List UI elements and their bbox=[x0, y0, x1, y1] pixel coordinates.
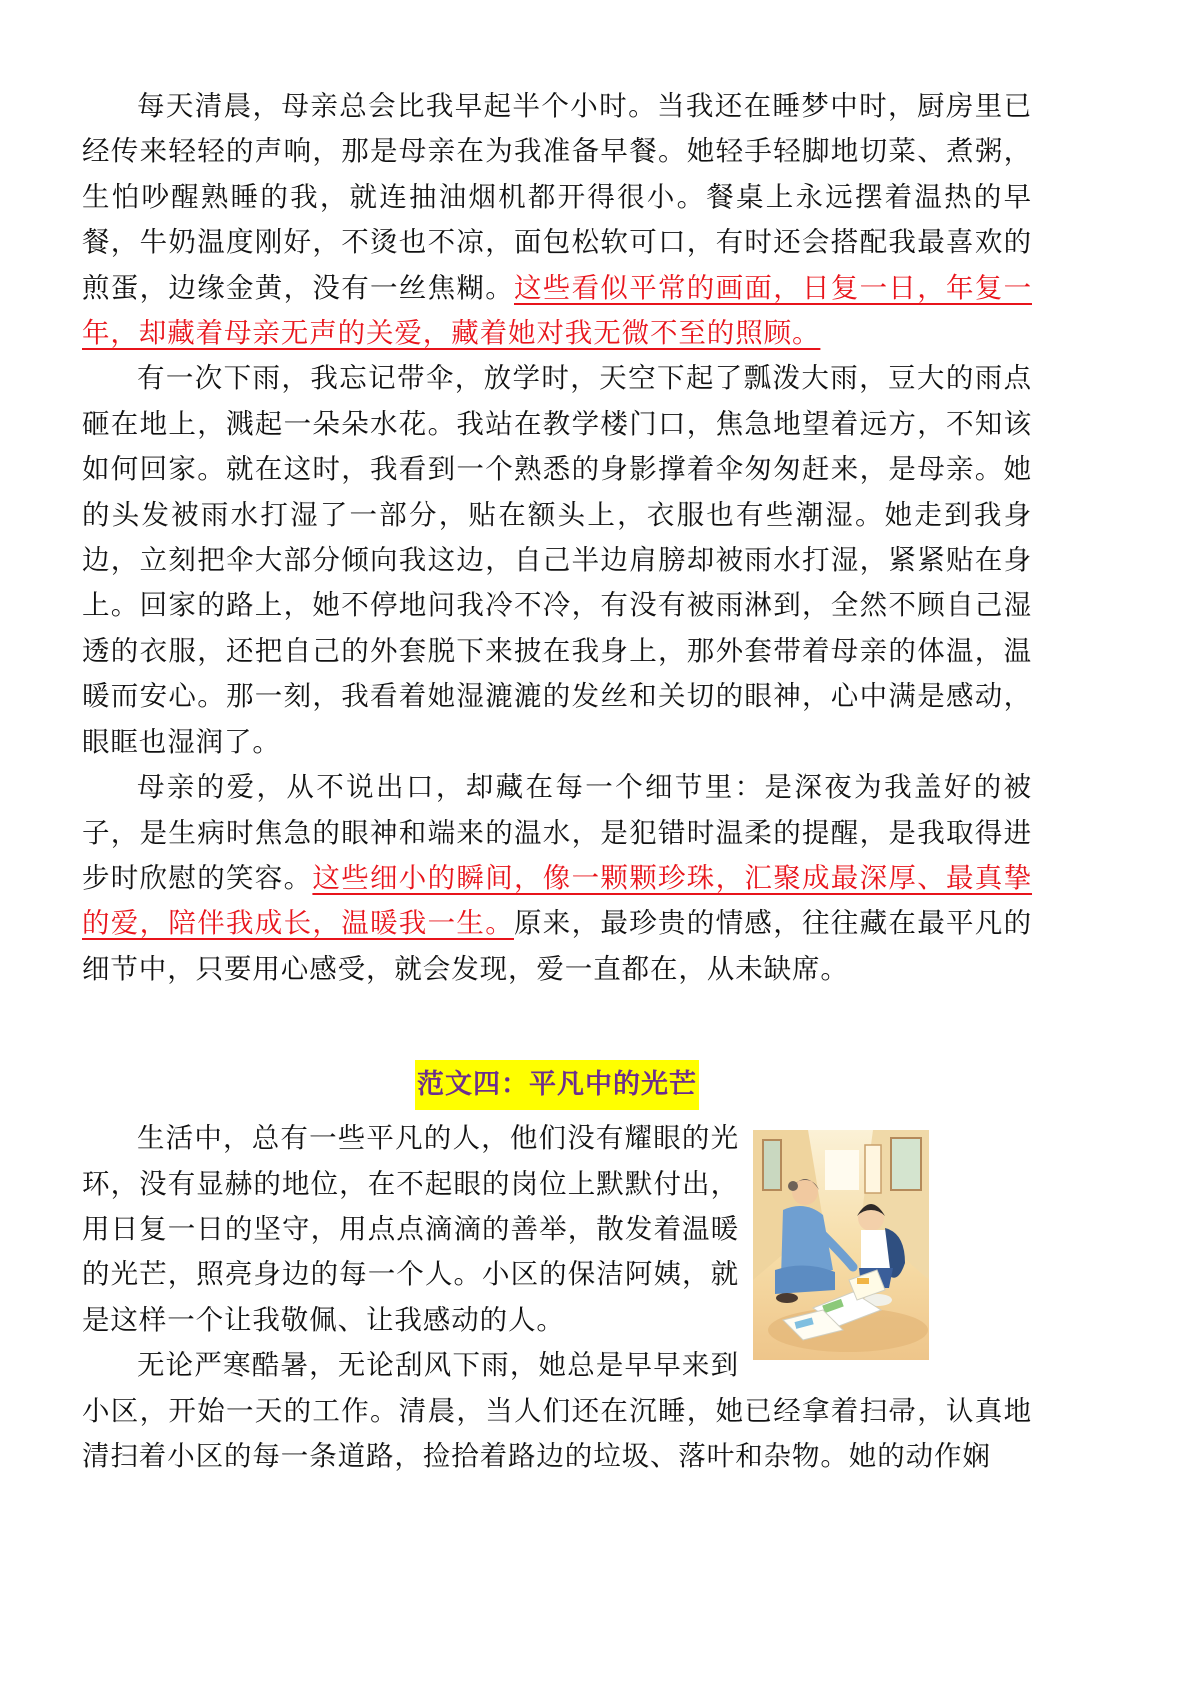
section-title: 范文四：平凡中的光芒 bbox=[415, 1060, 699, 1110]
paragraph-text: 生活中，总有一些平凡的人，他们没有耀眼的光环，没有显赫的地位，在不起眼的岗位上默默付出，用日复一日的坚守，用点点滴滴的善举，散发着温暖的光芒，照亮身边的每一个人。小区的保洁阿姨，就是这样一个让我敬佩、让我感动的人。 bbox=[82, 1122, 739, 1336]
paragraph-breakfast bbox=[82, 84, 1032, 356]
paragraph-text: 原来，最珍贵的情感，往往藏在最平凡的细节中，只要用心感受，就会发现，爱一直都在，从未缺席。 bbox=[82, 907, 1032, 985]
illustration-image bbox=[753, 1130, 929, 1360]
paragraph-text: 有一次下雨，我忘记带伞，放学时，天空下起了瓢泼大雨，豆大的雨点砸在地上，溅起一朵朵水花。我站在教学楼门口，焦急地望着远方，不知该如何回家。就在这时，我看到一个熟悉的身影撑着伞匆匆赶来，是母亲。她的头发被雨水打湿了一部分，贴在额头上，衣服也有些潮湿。她走到我身边，立刻把伞大部分倾向我这边，自己半边肩膀却被雨水打湿，紧紧贴在身上。回家的路上，她不停地问我冷不冷，有没有被雨淋到，全然不顾自己湿透的衣服，还把自己的外套脱下来披在我身上，那外套带着母亲的体温，温暖而安心。那一刻，我看着她湿漉漉的发丝和关切的眼神，心中满是感动，眼眶也湿润了。 bbox=[82, 362, 1032, 758]
highlighted-sentence: 这些细小的瞬间，像一颗颗珍珠，汇聚成最深厚、最真挚的爱，陪伴我成长，温暖我一生。 bbox=[82, 861, 1033, 940]
paragraph-rain bbox=[82, 356, 1032, 765]
paragraph-text: 母亲的爱，从不说出口，却藏在每一个细节里：是深夜为我盖好的被子，是生病时焦急的眼神和端来的温水，是犯错时温柔的提醒，是我取得进步时欣慰的笑容。 bbox=[82, 771, 1032, 894]
document-page bbox=[82, 84, 1032, 1479]
paragraph-details bbox=[82, 765, 1032, 992]
section-title-wrapper bbox=[82, 1060, 1032, 1110]
highlighted-sentence: 这些看似平常的画面，日复一日，年复一年，却藏着母亲无声的关爱，藏着她对我无微不至的照顾。 bbox=[82, 271, 1032, 350]
paragraph-cleaner bbox=[82, 1343, 1032, 1479]
paragraph-text: 每天清晨，母亲总会比我早起半个小时。当我还在睡梦中时，厨房里已经传来轻轻的声响，那是母亲在为我准备早餐。她轻手轻脚地切菜、煮粥，生怕吵醒熟睡的我，就连抽油烟机都开得很小。餐桌上永远摆着温热的早餐，牛奶温度刚好，不烫也不凉，面包松软可口，有时还会搭配我最喜欢的煎蛋，边缘金黄，没有一丝焦糊。 bbox=[82, 90, 1032, 304]
paragraph-text: 无论严寒酷暑，无论刮风下雨，她总是早早来到小区，开始一天的工作。清晨，当人们还在沉睡，她已经拿着扫帚，认真地清扫着小区的每一条道路，捡拾着路边的垃圾、落叶和杂物。她的动作娴 bbox=[82, 1349, 1032, 1472]
cleaner-and-boy-illustration-icon bbox=[753, 1130, 929, 1360]
essay-four-body bbox=[82, 1116, 1032, 1479]
